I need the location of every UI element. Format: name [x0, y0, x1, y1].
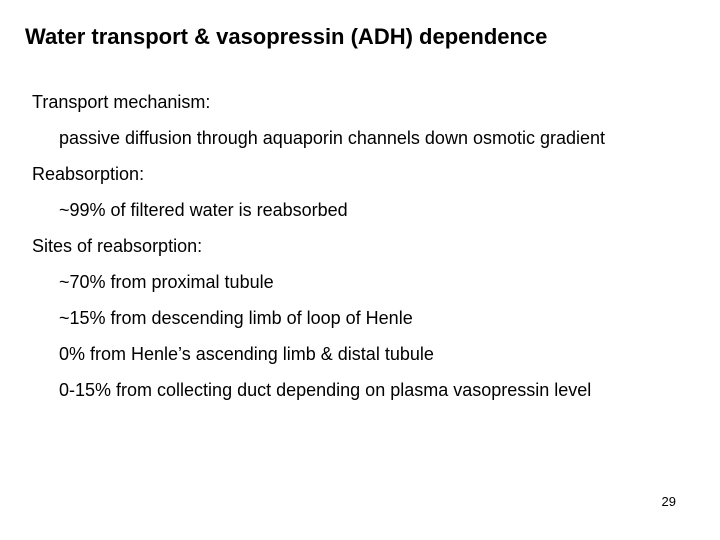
slide-content — [32, 88, 702, 412]
section-heading-transport-mechanism: Transport mechanism: — [32, 92, 211, 112]
transport-mechanism-item: passive diffusion through aquaporin channels down osmotic gradient — [59, 128, 606, 148]
site-item-collecting-duct: 0-15% from collecting duct depending on plasma vasopressin level — [59, 380, 592, 400]
site-item-proximal-tubule: ~70% from proximal tubule — [59, 272, 274, 292]
slide-title: Water transport & vasopressin (ADH) dependence — [25, 24, 548, 49]
section-heading-sites-of-reabsorption: Sites of reabsorption: — [32, 236, 203, 256]
site-item-ascending-limb-distal-tubule: 0% from Henle’s ascending limb & distal tubule — [59, 344, 434, 364]
reabsorption-item: ~99% of filtered water is reabsorbed — [59, 200, 348, 220]
section-heading-reabsorption: Reabsorption: — [32, 164, 145, 184]
page-number: 29 — [661, 494, 676, 509]
site-item-descending-limb: ~15% from descending limb of loop of Henle — [59, 308, 413, 328]
